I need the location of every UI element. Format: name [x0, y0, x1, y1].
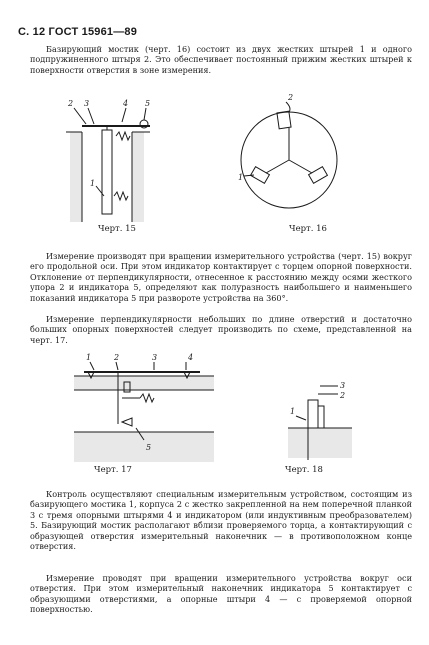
fig18-label: 3 — [340, 381, 346, 390]
figure-15-drawing — [60, 96, 170, 226]
fig17-label: 1 — [86, 353, 92, 362]
figure-15-caption: Черт. 15 — [98, 224, 136, 234]
paragraph-3: Измерение перпендикулярности небольших по длине отверстий и достаточно больших опорных поверхностей следует производить по схеме, представленной на черт. 17. — [30, 314, 412, 345]
figure-18-drawing — [282, 376, 362, 466]
fig17-label: 3 — [152, 353, 158, 362]
fig15-label: 2 — [68, 99, 74, 108]
fig15-label: 4 — [123, 99, 129, 108]
figure-17-drawing — [70, 346, 220, 466]
fig17-label: 4 — [188, 353, 194, 362]
fig18-label: 1 — [290, 407, 296, 416]
fig15-label: 5 — [145, 99, 151, 108]
figure-18-caption: Черт. 18 — [285, 465, 323, 475]
fig17-label: 2 — [114, 353, 120, 362]
fig15-label: 1 — [90, 179, 96, 188]
fig15-label: 3 — [84, 99, 90, 108]
page-header: С. 12 ГОСТ 15961—89 — [18, 26, 138, 38]
paragraph-2: Измерение производят при вращении измерительного устройства (черт. 15) вокруг его продольной оси. При этом индикатор контактирует с торцем опорной поверхности. Отклонение от перпендикулярности, отнесенное к расстоянию между осями жесткого упора 2 и индикатора 5, определяют как полуразность наибольшего и наименьшего показаний индикатора 5 при развороте устройства на 360°. — [30, 251, 412, 303]
paragraph-4: Контроль осуществляют специальным измерительным устройством, состоящим из базирующего мостика 1, корпуса 2 с жестко закрепленной на нем поперечной планкой 3 с тремя опорными штырями 4 и индикатором (или индуктивным преобразователем) 5. Базирующий мостик располагают вблизи проверяемого торца, а контактирующий с образующей отверстия измерительный наконечник — в противоположном конце отверстия. — [30, 489, 412, 552]
figure-17-caption: Черт. 17 — [94, 465, 132, 475]
paragraph-1: Базирующий мостик (черт. 16) состоит из двух жестких штырей 1 и одного подпружиненного штыря 2. Это обеспечивает постоянный прижим жестких штырей к поверхности отверстия в зоне измерения. — [30, 44, 412, 75]
figure-16-drawing — [234, 88, 344, 218]
fig18-label: 2 — [340, 391, 346, 400]
figure-16-caption: Черт. 16 — [289, 224, 327, 234]
fig17-label: 5 — [146, 443, 152, 452]
fig16-label: 1 — [238, 173, 244, 182]
fig16-label: 2 — [288, 93, 294, 102]
paragraph-5: Измерение проводят при вращении измерительного устройства вокруг оси отверстия. При этом измерительный наконечник индикатора 5 контактирует с образующими отверстиями, а опорные штыри 4 — с проверяемой опорной поверхностью. — [30, 573, 412, 615]
